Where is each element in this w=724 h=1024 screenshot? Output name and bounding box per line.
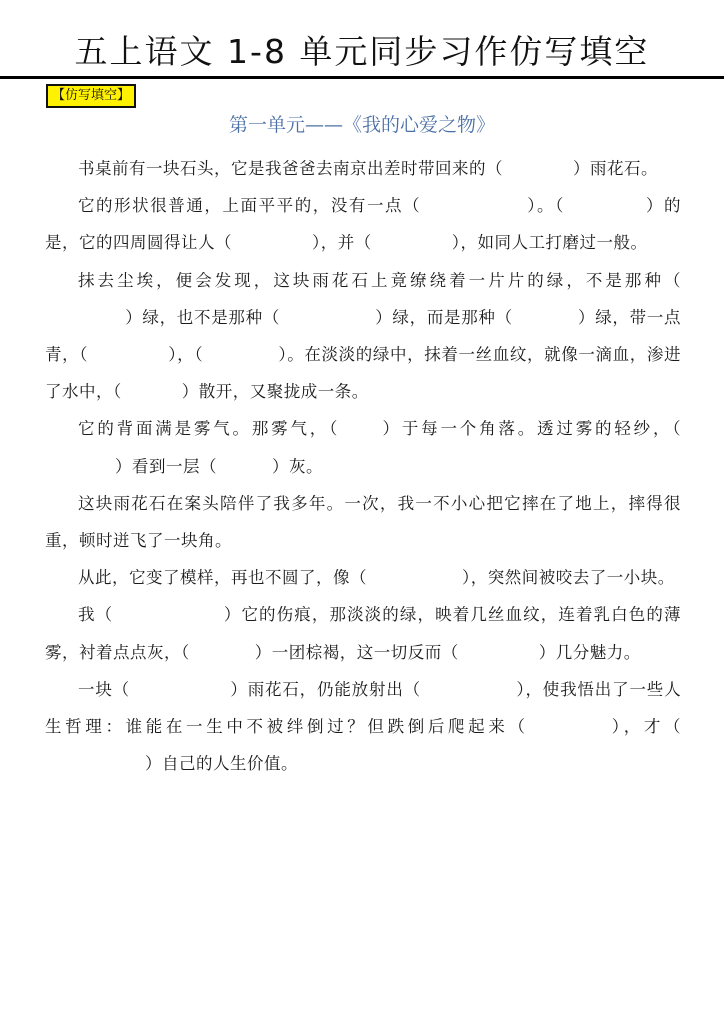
blank-space[interactable] xyxy=(503,161,573,178)
paragraph-text: ，如同人工打磨过一般。 xyxy=(460,233,648,253)
blank-space[interactable] xyxy=(421,682,516,699)
paragraph-text: ， xyxy=(177,345,195,365)
blank-space[interactable] xyxy=(190,645,255,662)
blank-space[interactable] xyxy=(459,645,539,662)
blank-space[interactable] xyxy=(45,757,145,774)
paragraph xyxy=(45,485,681,559)
blank-space[interactable] xyxy=(372,236,452,253)
paragraph xyxy=(45,150,681,187)
paragraph-text: 的是，它的四周圆得让人 xyxy=(45,196,682,253)
blank-space[interactable] xyxy=(130,682,230,699)
fill-blank[interactable]: （ ） xyxy=(403,196,538,216)
fill-blank[interactable]: （ ） xyxy=(350,568,471,588)
fill-blank[interactable]: （） xyxy=(45,419,681,475)
paragraph-text: 一团棕褐，这一切反而 xyxy=(271,642,442,662)
paragraph xyxy=(45,671,681,783)
blank-space[interactable] xyxy=(45,310,125,327)
fill-blank[interactable]: （） xyxy=(45,717,681,773)
fill-blank[interactable]: （ ） xyxy=(112,679,248,699)
unit-heading: 第一单元——《我的心爱之物》 xyxy=(228,114,495,136)
blank-space[interactable] xyxy=(113,608,223,625)
fill-blank[interactable]: （ ） xyxy=(200,456,289,476)
paragraph-text: 雨花石，仍能放射出 xyxy=(247,679,404,699)
fill-blank[interactable]: （ ） xyxy=(555,196,665,216)
fill-blank[interactable]: （ ） xyxy=(329,419,402,439)
fill-blank[interactable]: （ ） xyxy=(181,642,272,662)
paragraph-text: ，突然间被咬去了一小块。 xyxy=(470,568,675,588)
blank-space[interactable] xyxy=(232,236,312,253)
paragraph xyxy=(45,559,681,596)
blank-space[interactable] xyxy=(421,198,526,215)
title-divider xyxy=(0,76,724,79)
paragraph-text: 绿，带一点青， xyxy=(45,307,682,365)
paragraph-text: 自己的人生价值。 xyxy=(162,754,298,774)
paragraph-text: 几分魅力。 xyxy=(555,642,641,662)
blank-space[interactable] xyxy=(217,459,272,476)
paragraph-text: 灰。 xyxy=(289,456,323,476)
blank-space[interactable] xyxy=(565,198,645,215)
fill-blank[interactable]: （ ） xyxy=(194,345,288,365)
paragraph-text: 书桌前有一块石头，它是我爸爸去南京出差时带回来的 xyxy=(78,159,486,178)
fill-blank[interactable]: （ ） xyxy=(403,679,526,699)
blank-space[interactable] xyxy=(513,310,578,327)
fill-blank[interactable]: （ ） xyxy=(508,717,624,737)
fill-blank[interactable]: （ ） xyxy=(113,382,199,402)
paragraph-text: ，才 xyxy=(623,717,665,737)
blank-space[interactable] xyxy=(45,459,115,476)
blank-space[interactable] xyxy=(367,570,462,587)
paragraph-text: 雨花石。 xyxy=(590,159,658,178)
paragraph-text: 散开，又聚拢成一条。 xyxy=(198,382,369,402)
paragraph xyxy=(45,410,681,484)
fill-blank[interactable]: （ ） xyxy=(95,605,242,625)
fill-blank[interactable]: （ ） xyxy=(262,307,393,327)
paragraph xyxy=(45,187,681,261)
paragraph-text: 绿，而是那种 xyxy=(392,307,496,327)
section-badge: 【仿写填空】 xyxy=(46,84,136,108)
paragraph xyxy=(45,596,681,670)
paragraph-text: 它的伤痕，那淡淡的绿，映着几丝血纹，连着乳白色的薄雾，衬着点点灰， xyxy=(45,605,682,662)
blank-space[interactable] xyxy=(122,384,182,401)
blank-space[interactable] xyxy=(203,347,278,364)
paragraph-text: 我 xyxy=(78,605,96,625)
fill-blank[interactable]: （ ） xyxy=(79,345,178,365)
paragraph-text: 绿，也不是那种 xyxy=(142,307,263,327)
paragraph-text: 它的形状很普通，上面平平的，没有一点 xyxy=(78,196,404,216)
paragraph-text: 从此，它变了模样，再也不圆了，像 xyxy=(78,568,350,588)
paragraph-text: 于每一个角落。透过雾的轻纱， xyxy=(401,419,673,439)
paragraph xyxy=(45,262,681,411)
page-title: 五上语文 1-8 单元同步习作仿写填空 xyxy=(74,32,650,71)
fill-blank[interactable]: （ ） xyxy=(354,233,461,253)
paragraph-text: 看到一层 xyxy=(132,456,200,476)
paragraph-text: 一块 xyxy=(78,679,113,699)
fill-blank[interactable]: （ ） xyxy=(215,233,321,253)
paragraph-text: 这块雨花石在案头陪伴了我多年。一次，我一不小心把它摔在了地上，摔得很重，顿时迸飞了一块角。 xyxy=(45,493,681,551)
paragraph-text: 。在淡淡的绿中，抹着一丝血纹，就像一滴血，渗进了水中， xyxy=(45,345,682,402)
paragraph-text: ，并 xyxy=(320,233,355,253)
blank-space[interactable] xyxy=(88,347,168,364)
fill-blank[interactable]: （ ） xyxy=(441,642,556,662)
blank-space[interactable] xyxy=(280,310,375,327)
blank-space[interactable] xyxy=(340,422,380,439)
fill-blank[interactable]: （） xyxy=(45,271,681,327)
exercise-body xyxy=(45,150,681,782)
fill-blank[interactable]: （ ） xyxy=(486,159,590,178)
paragraph-text: 。 xyxy=(537,196,556,216)
blank-space[interactable] xyxy=(529,719,609,736)
paragraph-text: 它的背面满是雾气。那雾气， xyxy=(78,419,330,439)
paragraph-text: ，使我悟出了一些人生哲理：谁能在一生中不被绊倒过？但跌倒后爬起来 xyxy=(45,679,682,737)
paragraph-text: 抹去尘埃，便会发现，这块雨花石上竟缭绕着一片片的绿，不是那种 xyxy=(78,270,664,290)
fill-blank[interactable]: （ ） xyxy=(495,307,596,327)
